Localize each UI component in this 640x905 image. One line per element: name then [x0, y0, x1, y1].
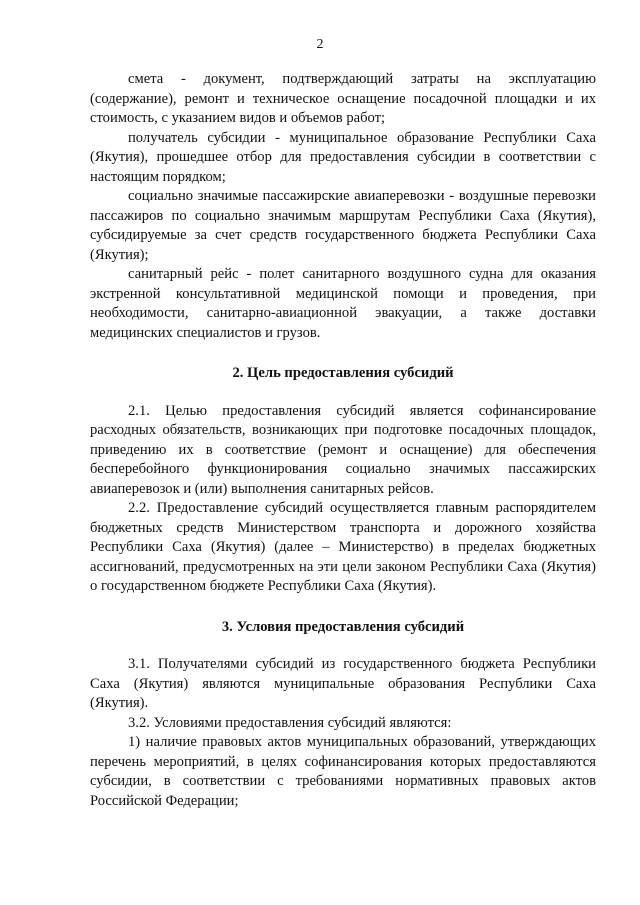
section-heading: 2. Цель предоставления субсидий: [232, 365, 454, 381]
spacer: [90, 597, 596, 618]
spacer: [90, 637, 596, 655]
section-paragraph: 1) наличие правовых актов муниципальных образований, утверждающих перечень мероприятий, в целях софинансирования которых предоставляются субсидии, в соответствии с требованиями нормативных правовых актов Российской Федерации;: [90, 734, 596, 809]
section-paragraph: 3.1. Получателями субсидий из государственного бюджета Республики Саха (Якутия) являются муниципальные образования Республики Саха (Якутия).: [90, 656, 596, 711]
page-number: 2: [316, 37, 324, 52]
spacer: [90, 384, 596, 402]
definition-paragraph: получатель субсидии - муниципальное образование Республики Саха (Якутия), прошедшее отбор для предоставления субсидии в соответствии с настоящим порядком;: [90, 129, 596, 185]
document-body: [90, 70, 596, 811]
section-paragraph: 2.2. Предоставление субсидий осуществляется главным распорядителем бюджетных средств Министерством транспорта и дорожного хозяйства Республики Саха (Якутия) (далее – Министерство) в пределах бюджетных ассигнований, предусмотренных на эти цели законом Республики Саха (Якутия) о государственном бюджете Республики Саха (Якутия).: [90, 500, 596, 594]
section-paragraph: 3.2. Условиями предоставления субсидий являются:: [128, 714, 452, 731]
section-heading: 3. Условия предоставления субсидий: [221, 618, 465, 635]
definition-paragraph: социально значимые пассажирские авиаперевозки - воздушные перевозки пассажиров по социально значимым маршрутам Республики Саха (Якутия), субсидируемые за счет средств государственного бюджета Республики Саха (Якутия);: [90, 188, 596, 263]
section-paragraph: 2.1. Целью предоставления субсидий является софинансирование расходных обязательств, возникающих при подготовке посадочных площадок, приведению их в соответствие (ремонт и оснащение) для обеспечения бесперебойного функционирования социально значимых пассажирских авиаперевозок и (или) выполнения санитарных рейсов.: [90, 402, 596, 497]
spacer: [90, 343, 596, 364]
definition-paragraph: смета - документ, подтверждающий затраты на эксплуатацию (содержание), ремонт и техническое оснащение посадочной площадки и их стоимость, с указанием видов и объемов работ;: [90, 71, 596, 126]
definition-paragraph: санитарный рейс - полет санитарного воздушного судна для оказания экстренной консультативной медицинской помощи и проведения, при необходимости, санитарно-авиационной эвакуации, а также доставки медицинских специалистов и грузов.: [90, 266, 596, 341]
